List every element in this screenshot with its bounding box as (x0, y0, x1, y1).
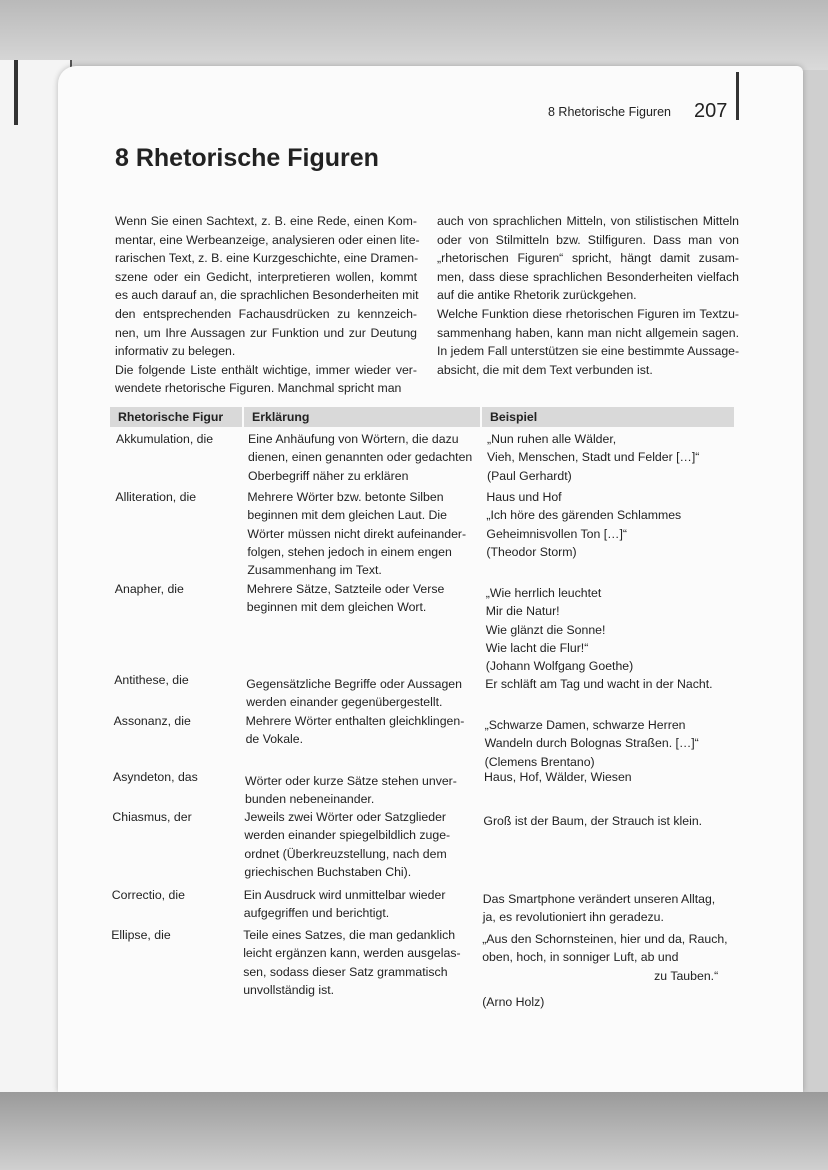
text-line: es auch darauf an, die sprachlichen Besonderheiten mit (115, 288, 419, 303)
intro-column-right (437, 212, 739, 379)
figure-explanation (244, 886, 446, 923)
text-line: „Nun ruhen alle Wälder, (487, 432, 617, 446)
figure-explanation (247, 488, 466, 579)
text-line: „Ich höre des gärenden Schlammes (486, 508, 682, 523)
text-line: (Johann Wolfgang Goethe) (485, 659, 634, 674)
text-line: Geheimnisvollen Ton […]“ (486, 526, 627, 541)
figure-name: Akkumulation, die (116, 432, 214, 446)
text-line: Mir die Natur! (485, 604, 560, 619)
text-line: wendete rhetorische Figuren. Manchmal spricht man (115, 381, 402, 396)
text-line: den entsprechenden Fachausdrücken zu kennzeich- (115, 306, 417, 321)
text-line: folgen, stehen jedoch in einem engen (247, 544, 452, 559)
figure-example (484, 768, 632, 786)
text-line: (Arno Holz) (482, 994, 545, 1009)
text-line: Haus und Hof (486, 490, 562, 504)
text-line: zu Tauben.“ (654, 968, 719, 983)
text-line: Das Smartphone verändert unseren Alltag, (482, 892, 716, 906)
figure-name: Correctio, die (111, 888, 185, 902)
figure-name: Antithese, die (114, 673, 189, 687)
chapter-title: 8 Rhetorische Figuren (115, 144, 379, 172)
text-line: Wörter oder kurze Sätze stehen unver- (245, 774, 457, 788)
text-line: (Theodor Storm) (486, 544, 577, 559)
figure-name: Anapher, die (114, 582, 184, 596)
figure-name: Alliteration, die (115, 490, 197, 504)
text-line: Jeweils zwei Wörter oder Satzglieder (244, 810, 446, 824)
text-line: szene oder ein Gedicht, interpretieren wollen, kommt (115, 269, 417, 284)
text-line: werden einander gegenübergestellt. (246, 695, 443, 710)
text-line: aufgegriffen und berichtigt. (243, 906, 390, 921)
figure-explanation (246, 675, 462, 712)
text-line: „Aus den Schornsteinen, hier und da, Rauch, (482, 932, 728, 946)
text-line: Groß ist der Baum, der Strauch ist klein. (483, 814, 703, 828)
text-line: Mehrere Sätze, Satzteile oder Verse (246, 582, 445, 596)
header-rule (736, 72, 739, 120)
text-line: In jedem Fall unterstützen sie eine bestimmte Aussage- (437, 344, 740, 359)
text-line: leicht ergänzen kann, werden ausgelas- (243, 946, 461, 961)
text-line: de Vokale. (245, 732, 304, 747)
intro-column-left (115, 212, 420, 398)
text-line: beginnen mit dem gleichen Laut. Die (247, 508, 447, 523)
text-line: Er schläft am Tag und wacht in der Nacht. (485, 677, 713, 691)
text-line: „Schwarze Damen, schwarze Herren (484, 718, 686, 732)
figure-example (482, 930, 728, 1011)
text-line: griechischen Buchstaben Chi). (244, 864, 412, 879)
figure-example (485, 716, 699, 771)
text-line: (Paul Gerhardt) (487, 468, 572, 483)
table-header-explanation: Erklärung (244, 407, 480, 427)
figure-example (483, 890, 715, 927)
text-line: unvollständig ist. (243, 982, 335, 997)
figure-explanation (246, 712, 465, 749)
table-header-figure: Rhetorische Figur (110, 407, 242, 427)
text-line: mentar, eine Werbeanzeige, analysieren oder einen lite- (115, 232, 420, 247)
figure-example (486, 584, 633, 675)
text-line: informativ zu belegen. (115, 344, 236, 359)
figure-example (487, 430, 699, 485)
text-line: Mehrere Wörter enthalten gleichklingen- (245, 714, 465, 728)
figure-example (485, 675, 712, 693)
text-line: sammenhang haben, kann man nicht allgemein sagen. (437, 325, 739, 340)
text-line: „rhetorischen Figuren“ spricht, hängt damit zusam- (437, 251, 739, 266)
text-line: Teile eines Satzes, die man gedanklich (243, 928, 456, 942)
text-line: beginnen mit dem gleichen Wort. (246, 600, 427, 615)
text-line: „Wie herrlich leuchtet (485, 586, 602, 600)
figure-example (483, 812, 702, 830)
figure-explanation (245, 772, 457, 809)
text-line: Wörter müssen nicht direkt aufeinander- (247, 526, 467, 541)
text-line: Eine Anhäufung von Wörtern, die dazu (248, 432, 459, 446)
text-line: (Clemens Brentano) (484, 754, 595, 769)
text-line: bunden nebeneinander. (245, 792, 375, 807)
text-line: Ein Ausdruck wird unmittelbar wieder (243, 888, 446, 902)
text-line: Welche Funktion diese rhetorischen Figuren im Textzu- (437, 306, 739, 321)
scan-top-shadow (0, 0, 828, 70)
text-line: ja, es revolutioniert ihn geradezu. (482, 910, 664, 925)
figure-explanation (248, 430, 472, 485)
scan-bottom-shadow (0, 1092, 828, 1170)
text-line: absicht, die mit dem Text verbunden ist. (437, 362, 653, 377)
figure-name: Asyndeton, das (113, 770, 198, 784)
text-line: Die folgende Liste enthält wichtige, immer wieder ver- (115, 362, 417, 377)
text-line: Oberbegriff näher zu erklären (248, 468, 409, 483)
text-line: rarischen Text, z. B. eine Kurzgeschichte, eine Dramen- (115, 251, 419, 266)
figure-explanation (244, 808, 450, 881)
figure-name: Assonanz, die (113, 714, 191, 728)
text-line: Wenn Sie einen Sachtext, z. B. eine Rede, einen Kom- (115, 214, 417, 228)
page-number: 207 (694, 100, 728, 122)
text-line: ordnet (Überkreuzstellung, nach dem (244, 846, 447, 861)
text-line: Wie lacht die Flur!“ (485, 640, 589, 655)
spine-mark (14, 60, 18, 125)
text-line: Haus, Hof, Wälder, Wiesen (484, 770, 632, 784)
text-line: oder von Stilmitteln bzw. Stilfiguren. Dass man von (437, 232, 739, 247)
figure-explanation (247, 580, 445, 617)
figure-name: Chiasmus, der (112, 810, 192, 824)
text-line: men, dass diese sprachlichen Besonderheiten vielfach (437, 269, 739, 284)
text-line: oben, hoch, in sonniger Luft, ab und (482, 950, 679, 965)
text-line: Mehrere Wörter bzw. betonte Silben (247, 490, 444, 504)
figure-explanation (243, 926, 460, 999)
running-head: 8 Rhetorische Figuren (548, 105, 671, 119)
text-line: Wie glänzt die Sonne! (485, 622, 606, 637)
text-line: auf die antike Rhetorik zurückgehen. (437, 288, 637, 303)
text-line: Wandeln durch Bolognas Straßen. […]“ (484, 736, 699, 751)
text-line: Gegensätzliche Begriffe oder Aussagen (246, 677, 462, 691)
table-header-example: Beispiel (482, 407, 734, 427)
figure-example (486, 488, 681, 561)
text-line: werden einander spiegelbildlich zuge- (244, 828, 451, 843)
figure-name: Ellipse, die (111, 928, 171, 942)
text-line: Zusammenhang im Text. (247, 563, 382, 578)
text-line: auch von sprachlichen Mitteln, von stilistischen Mitteln (437, 214, 739, 228)
text-line: dienen, einen genannten oder gedachten (248, 450, 473, 465)
text-line: nen, um Ihre Aussagen zur Funktion und zur Deutung (115, 325, 417, 340)
text-line: sen, sodass dieser Satz grammatisch (243, 964, 448, 979)
text-line: Vieh, Menschen, Stadt und Felder […]“ (487, 450, 700, 465)
